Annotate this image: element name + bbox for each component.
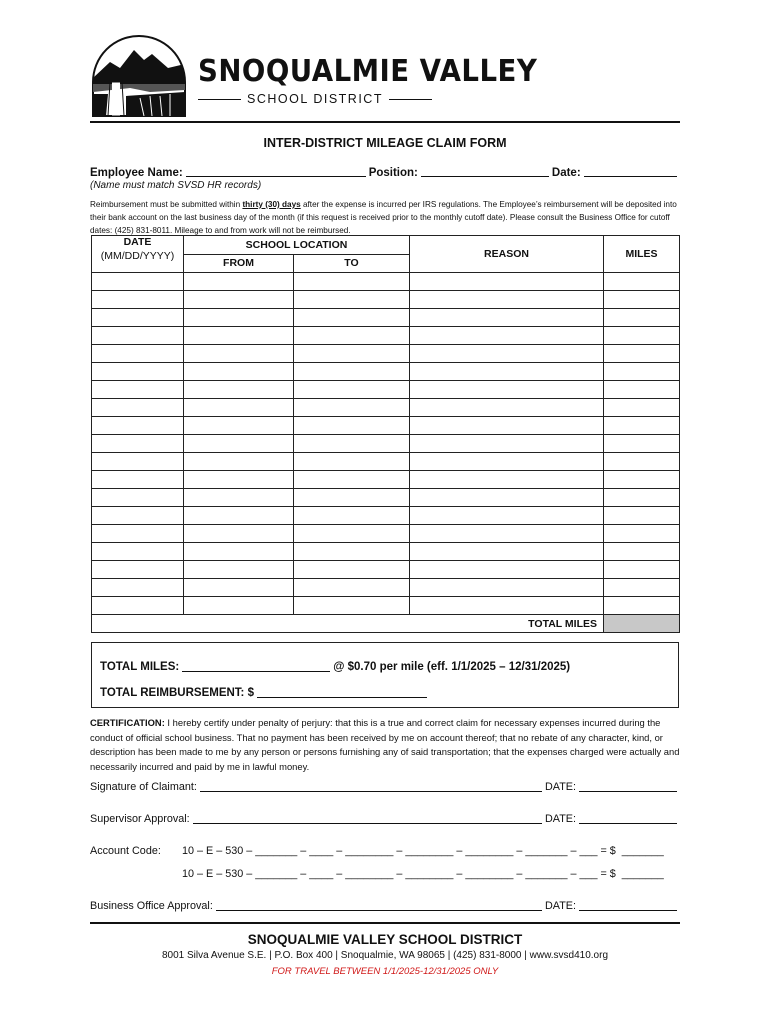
date-cell[interactable] — [92, 399, 184, 417]
miles-column-header: MILES — [604, 236, 680, 273]
to-cell[interactable] — [294, 507, 410, 525]
reason-cell[interactable] — [410, 579, 604, 597]
to-cell[interactable] — [294, 399, 410, 417]
claimant-date-field[interactable] — [579, 780, 677, 792]
reason-cell[interactable] — [410, 327, 604, 345]
claimant-signature-label: Signature of Claimant: — [90, 781, 197, 793]
table-row — [92, 543, 680, 561]
date-cell[interactable] — [92, 507, 184, 525]
from-cell[interactable] — [184, 489, 294, 507]
from-cell[interactable] — [184, 291, 294, 309]
date-cell[interactable] — [92, 471, 184, 489]
from-cell[interactable] — [184, 453, 294, 471]
miles-cell[interactable] — [604, 579, 680, 597]
instructions — [90, 198, 682, 237]
to-cell[interactable] — [294, 435, 410, 453]
table-row — [92, 489, 680, 507]
summary-box — [91, 642, 679, 708]
date-cell[interactable] — [92, 273, 184, 291]
business-office-approval-row — [90, 899, 680, 912]
instructions-text-2: after the expense is incurred per IRS regulations. The Employee’s reimbursement will be deposited into their bank account on the last business day of the month (if this request is received prior to the monthly cutoff date). Please consult the Business Office for cutoff dates: (425) 831-8011. Mileage to and from work will not be reimbursed. — [90, 200, 677, 235]
miles-cell[interactable] — [604, 471, 680, 489]
reason-cell[interactable] — [410, 543, 604, 561]
claimant-signature-row — [90, 780, 680, 793]
from-cell[interactable] — [184, 507, 294, 525]
from-cell[interactable] — [184, 543, 294, 561]
from-cell[interactable] — [184, 417, 294, 435]
footer-travel-note: FOR TRAVEL BETWEEN 1/1/2025-12/31/2025 ONLY — [271, 966, 499, 977]
reason-cell[interactable] — [410, 291, 604, 309]
supervisor-approval-row — [90, 812, 680, 825]
from-cell[interactable] — [184, 579, 294, 597]
date-cell[interactable] — [92, 435, 184, 453]
brand-subtitle — [198, 92, 432, 106]
date-cell[interactable] — [92, 291, 184, 309]
position-label: Position: — [368, 167, 418, 179]
date-column-header — [92, 236, 184, 273]
table-row — [92, 597, 680, 615]
from-cell[interactable] — [184, 309, 294, 327]
from-cell[interactable] — [184, 399, 294, 417]
instructions-text-1: Reimbursement must be submitted within — [90, 200, 243, 209]
miles-cell[interactable] — [604, 363, 680, 381]
miles-cell[interactable] — [604, 399, 680, 417]
table-row — [92, 327, 680, 345]
claimant-signature-field[interactable] — [200, 780, 542, 792]
from-cell[interactable] — [184, 273, 294, 291]
reason-cell[interactable] — [410, 363, 604, 381]
table-row — [92, 435, 680, 453]
date-field[interactable] — [584, 164, 677, 177]
from-cell[interactable] — [184, 471, 294, 489]
miles-cell[interactable] — [604, 597, 680, 615]
to-cell[interactable] — [294, 291, 410, 309]
date-cell[interactable] — [92, 579, 184, 597]
to-cell[interactable] — [294, 579, 410, 597]
from-cell[interactable] — [184, 525, 294, 543]
brand-subtitle-text: SCHOOL DISTRICT — [247, 92, 383, 106]
table-row — [92, 561, 680, 579]
date-cell[interactable] — [92, 345, 184, 363]
miles-cell[interactable] — [604, 309, 680, 327]
miles-cell[interactable] — [604, 453, 680, 471]
instructions-deadline: thirty (30) days — [242, 200, 301, 209]
reason-cell[interactable] — [410, 507, 604, 525]
table-row — [92, 345, 680, 363]
date-label: Date: — [551, 167, 581, 179]
table-row — [92, 363, 680, 381]
reason-column-header: REASON — [410, 236, 604, 273]
account-code-label: Account Code: — [90, 845, 161, 857]
supervisor-approval-label: Supervisor Approval: — [90, 813, 190, 825]
claimant-date-label: DATE: — [545, 781, 576, 793]
miles-cell[interactable] — [604, 561, 680, 579]
to-cell[interactable] — [294, 489, 410, 507]
reason-cell[interactable] — [410, 435, 604, 453]
from-cell[interactable] — [184, 363, 294, 381]
date-cell[interactable] — [92, 561, 184, 579]
certification-label: CERTIFICATION: — [90, 717, 165, 728]
table-row — [92, 417, 680, 435]
to-cell[interactable] — [294, 417, 410, 435]
date-cell[interactable] — [92, 489, 184, 507]
total-reimbursement-row — [100, 685, 430, 699]
to-cell[interactable] — [294, 471, 410, 489]
from-cell[interactable] — [184, 345, 294, 363]
from-cell[interactable] — [184, 561, 294, 579]
mileage-table — [91, 235, 680, 633]
to-cell[interactable] — [294, 345, 410, 363]
from-column-header: FROM — [184, 254, 294, 273]
date-header-text: DATE — [123, 236, 152, 248]
employee-info-row — [90, 164, 680, 179]
total-miles-row — [100, 659, 570, 673]
to-cell[interactable] — [294, 327, 410, 345]
to-cell[interactable] — [294, 453, 410, 471]
to-cell[interactable] — [294, 381, 410, 399]
miles-cell[interactable] — [604, 345, 680, 363]
supervisor-date-label: DATE: — [545, 813, 576, 825]
miles-cell[interactable] — [604, 381, 680, 399]
rate-text: @ $0.70 per mile (eff. 1/1/2025 – 12/31/2025) — [333, 661, 571, 673]
top-divider — [90, 121, 680, 123]
supervisor-approval-field[interactable] — [193, 812, 542, 824]
reason-cell[interactable] — [410, 345, 604, 363]
table-row — [92, 507, 680, 525]
date-format-text: (MM/DD/YYYY) — [100, 250, 175, 262]
to-cell[interactable] — [294, 597, 410, 615]
reason-cell[interactable] — [410, 597, 604, 615]
reason-cell[interactable] — [410, 489, 604, 507]
reason-cell[interactable] — [410, 309, 604, 327]
reason-cell[interactable] — [410, 471, 604, 489]
to-cell[interactable] — [294, 525, 410, 543]
reason-cell[interactable] — [410, 453, 604, 471]
date-cell[interactable] — [92, 363, 184, 381]
from-cell[interactable] — [184, 327, 294, 345]
reason-cell[interactable] — [410, 417, 604, 435]
business-office-approval-label: Business Office Approval: — [90, 900, 213, 912]
table-row — [92, 273, 680, 291]
table-row — [92, 381, 680, 399]
reason-cell[interactable] — [410, 273, 604, 291]
school-location-header: SCHOOL LOCATION — [184, 236, 410, 255]
table-row — [92, 399, 680, 417]
employee-name-label: Employee Name: — [90, 167, 183, 179]
from-cell[interactable] — [184, 597, 294, 615]
business-date-label: DATE: — [545, 900, 576, 912]
from-cell[interactable] — [184, 381, 294, 399]
to-cell[interactable] — [294, 561, 410, 579]
miles-cell[interactable] — [604, 417, 680, 435]
name-note: (Name must match SVSD HR records) — [90, 180, 262, 191]
date-cell[interactable] — [92, 417, 184, 435]
business-date-field[interactable] — [579, 899, 677, 911]
to-cell[interactable] — [294, 309, 410, 327]
footer-title: SNOQUALMIE VALLEY SCHOOL DISTRICT — [247, 932, 523, 947]
date-cell[interactable] — [92, 309, 184, 327]
certification-text: I hereby certify under penalty of perjury: that this is a true and correct claim for necessary expenses incurred during the conduct of official school business. That no payment has been received by me on account thereof; that no rebate of any character, kind, or description has been made to me by any person or persons furnishing any of said transportation; that the expenses charged were actually and necessarily incurred and paid by me in lawful money. — [90, 717, 680, 772]
date-cell[interactable] — [92, 327, 184, 345]
table-row — [92, 309, 680, 327]
table-row — [92, 291, 680, 309]
reason-cell[interactable] — [410, 561, 604, 579]
bottom-divider — [90, 922, 680, 924]
date-cell[interactable] — [92, 525, 184, 543]
employee-name-field[interactable] — [186, 164, 366, 177]
total-reimbursement-field[interactable] — [257, 685, 427, 698]
to-cell[interactable] — [294, 543, 410, 561]
table-row — [92, 453, 680, 471]
summary-total-miles-label: TOTAL MILES: — [100, 661, 180, 673]
reason-cell[interactable] — [410, 381, 604, 399]
date-cell[interactable] — [92, 381, 184, 399]
total-miles-label: TOTAL MILES — [92, 615, 604, 633]
reason-cell[interactable] — [410, 399, 604, 417]
miles-cell[interactable] — [604, 291, 680, 309]
date-cell[interactable] — [92, 597, 184, 615]
from-cell[interactable] — [184, 435, 294, 453]
account-code-line-1[interactable]: 10 – E – 530 – _______ – ____ – ________ – ________ – ________ – _______ – ___ = $ _______ — [182, 845, 664, 857]
miles-cell[interactable] — [604, 435, 680, 453]
total-reimbursement-label: TOTAL REIMBURSEMENT: $ — [100, 687, 254, 699]
certification — [90, 716, 682, 774]
miles-cell[interactable] — [604, 507, 680, 525]
brand-name: SNOQUALMIE VALLEY — [198, 54, 538, 89]
miles-cell[interactable] — [604, 543, 680, 561]
table-row — [92, 471, 680, 489]
date-cell[interactable] — [92, 543, 184, 561]
footer-address: 8001 Silva Avenue S.E. | P.O. Box 400 | Snoqualmie, WA 98065 | (425) 831-8000 | www.svsd410.org — [161, 950, 609, 961]
miles-cell[interactable] — [604, 327, 680, 345]
table-row — [92, 525, 680, 543]
summary-total-miles-field[interactable] — [182, 659, 330, 672]
date-cell[interactable] — [92, 453, 184, 471]
miles-cell[interactable] — [604, 273, 680, 291]
miles-cell[interactable] — [604, 489, 680, 507]
business-office-approval-field[interactable] — [216, 899, 542, 911]
reason-cell[interactable] — [410, 525, 604, 543]
account-code-line-2[interactable]: 10 – E – 530 – _______ – ____ – ________ – ________ – ________ – _______ – ___ = $ _______ — [182, 868, 664, 880]
position-field[interactable] — [421, 164, 549, 177]
supervisor-date-field[interactable] — [579, 812, 677, 824]
table-row — [92, 579, 680, 597]
to-column-header: TO — [294, 254, 410, 273]
total-miles-cell[interactable] — [604, 615, 680, 633]
form-title: INTER-DISTRICT MILEAGE CLAIM FORM — [263, 136, 507, 150]
to-cell[interactable] — [294, 273, 410, 291]
miles-cell[interactable] — [604, 525, 680, 543]
district-logo — [90, 34, 188, 118]
to-cell[interactable] — [294, 363, 410, 381]
